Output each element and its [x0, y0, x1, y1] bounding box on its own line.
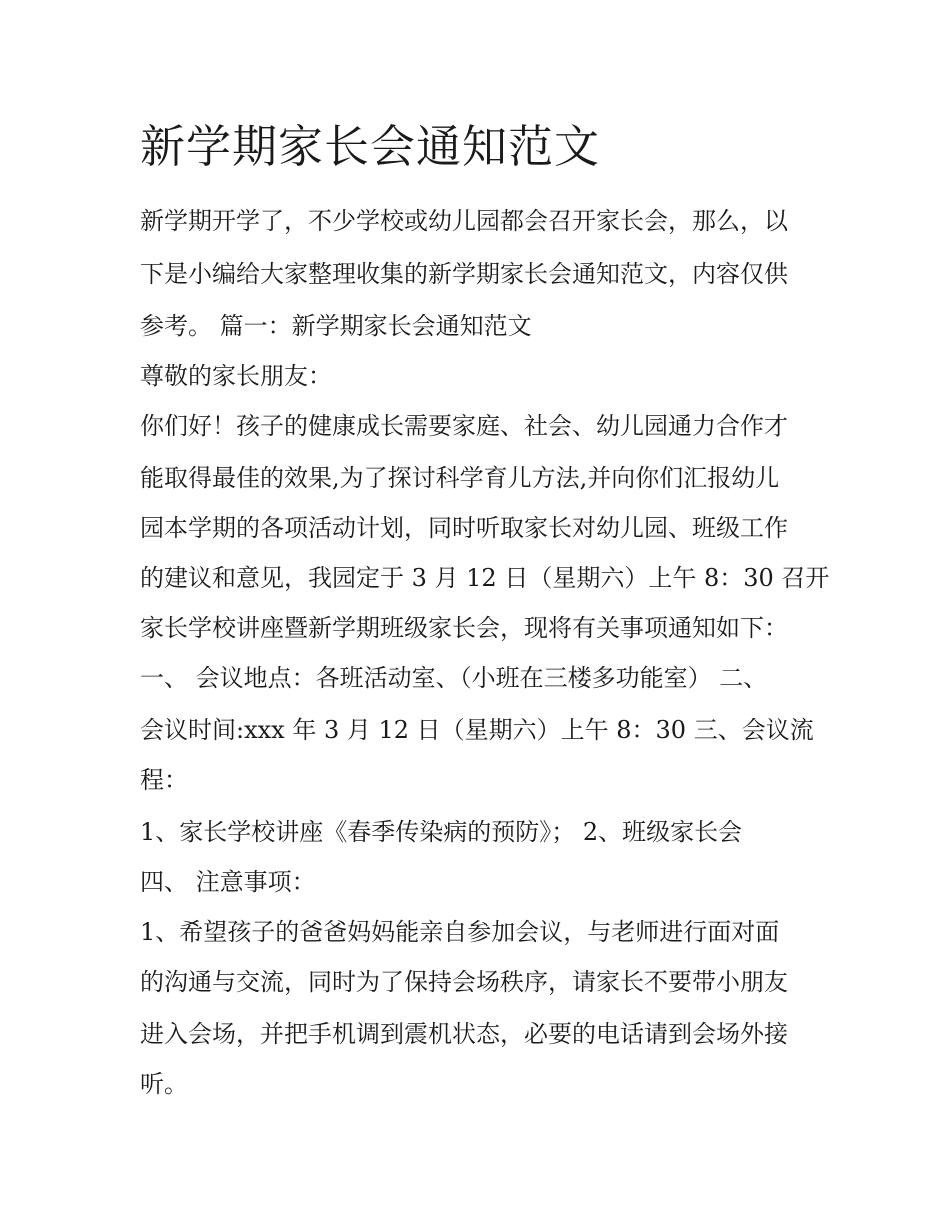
body-line: 的建议和意见，我园定于 3 月 12 日（星期六）上午 8：30 召开: [140, 564, 830, 592]
body-line: 进入会场，并把手机调到震机状态，必要的电话请到会场外接: [140, 1020, 788, 1048]
body-line: 四、 注意事项：: [140, 868, 316, 896]
body-line: 下是小编给大家整理收集的新学期家长会通知范文，内容仅供: [140, 260, 788, 288]
body-line: 尊敬的家长朋友：: [140, 362, 332, 390]
document-title: 新学期家长会通知范文: [140, 120, 601, 173]
body-line: 1、希望孩子的爸爸妈妈能亲自参加会议，与老师进行面对面: [140, 918, 780, 946]
body-line: 的沟通与交流，同时为了保持会场秩序，请家长不要带小朋友: [140, 968, 788, 996]
body-line: 园本学期的各项活动计划，同时听取家长对幼儿园、班级工作: [140, 514, 788, 542]
body-line: 参考。 篇一：新学期家长会通知范文: [140, 312, 532, 340]
body-line: 程：: [140, 766, 188, 794]
body-line: 你们好！孩子的健康成长需要家庭、社会、幼儿园通力合作才: [140, 412, 788, 440]
body-line: 能取得最佳的效果,为了探讨科学育儿方法,并向你们汇报幼儿: [140, 464, 780, 492]
body-line: 会议时间:xxx 年 3 月 12 日（星期六）上午 8：30 三、会议流: [140, 716, 814, 744]
body-line: 1、家长学校讲座《春季传染病的预防》； 2、班级家长会: [140, 818, 743, 846]
body-line: 听。: [140, 1070, 188, 1098]
body-line: 一、 会议地点：各班活动室、（小班在三楼多功能室） 二、: [140, 664, 768, 692]
body-line: 家长学校讲座暨新学期班级家长会，现将有关事项通知如下：: [140, 614, 788, 642]
body-line: 新学期开学了，不少学校或幼儿园都会召开家长会，那么，以: [140, 207, 788, 235]
